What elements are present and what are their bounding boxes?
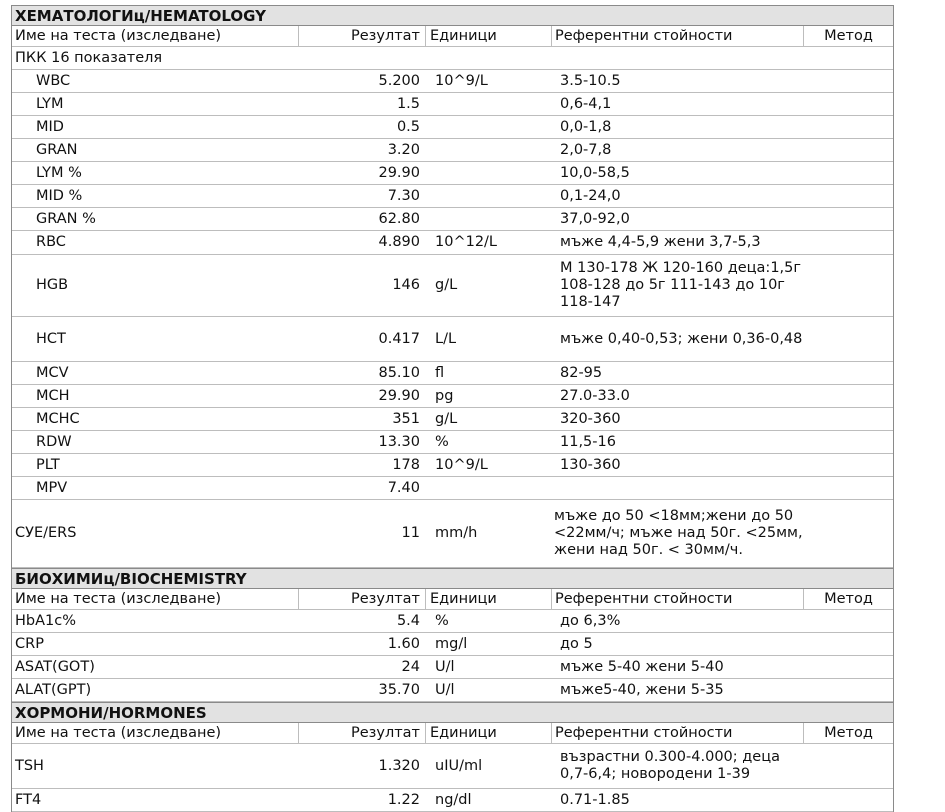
reference-cell: 320-360	[560, 410, 621, 427]
section-title-hematology: ХЕМАТОЛОГИц/HEMATOLOGY	[12, 5, 893, 26]
reference-cell: 11,5-16	[560, 433, 616, 450]
table-row	[12, 633, 893, 656]
result-cell: 1.60	[387, 635, 420, 652]
units-cell: 10^12/L	[435, 234, 498, 250]
test-name-cell: HGB	[36, 277, 69, 293]
test-name-cell: MCHC	[36, 410, 80, 427]
hormones-rows	[12, 744, 893, 812]
reference-cell: 27.0-33.0	[560, 387, 630, 404]
result-cell: 5.200	[378, 72, 420, 89]
result-cell: 13.30	[378, 433, 420, 450]
reference-cell: възрастни 0.300-4.000; деца 0,7-6,4; новородени 1-39	[560, 749, 780, 782]
table-row	[12, 656, 893, 679]
header-reference: Референтни стойности	[551, 26, 803, 46]
units-cell: mm/h	[435, 525, 478, 541]
test-name-cell: СУЕ/ERS	[15, 525, 77, 541]
table-row	[12, 477, 893, 500]
test-name-cell: HCT	[36, 330, 66, 347]
header-units: Единици	[425, 589, 551, 609]
result-cell: 29.90	[378, 164, 420, 181]
result-cell: 5.4	[396, 612, 420, 629]
table-row	[12, 610, 893, 633]
result-cell: 24	[401, 658, 420, 675]
header-result: Резултат	[298, 589, 425, 609]
result-cell: 1.320	[378, 757, 420, 774]
test-name-cell: ALAT(GPT)	[15, 681, 92, 698]
reference-cell: 0,1-24,0	[560, 187, 621, 204]
units-cell: 10^9/L	[435, 456, 488, 473]
result-cell: 11	[401, 525, 420, 541]
header-result: Резултат	[298, 723, 425, 743]
table-row	[12, 679, 893, 702]
header-units: Единици	[425, 723, 551, 743]
reference-cell: мъже 5-40 жени 5-40	[560, 658, 724, 675]
table-row	[12, 208, 893, 231]
table-row	[12, 162, 893, 185]
header-units: Единици	[425, 26, 551, 46]
result-cell: 35.70	[378, 681, 420, 698]
units-cell: fl	[435, 364, 445, 381]
reference-cell: мъже5-40, жени 5-35	[560, 681, 724, 698]
reference-cell: 3.5-10.5	[560, 72, 621, 89]
header-method: Метод	[803, 589, 893, 609]
table-row	[12, 93, 893, 116]
result-cell: 4.890	[378, 234, 420, 250]
test-name-cell: LYM %	[36, 164, 82, 181]
table-row	[12, 500, 893, 568]
test-name-cell: RBC	[36, 234, 66, 250]
table-row	[12, 231, 893, 255]
result-cell: 178	[392, 456, 420, 473]
units-cell: mg/l	[435, 635, 468, 652]
test-name-cell: FT4	[15, 791, 42, 808]
units-cell: ng/dl	[435, 791, 472, 808]
table-row	[12, 454, 893, 477]
units-cell: 10^9/L	[435, 72, 488, 89]
units-cell: uIU/ml	[435, 757, 483, 774]
result-cell: 146	[392, 277, 420, 293]
units-cell: g/L	[435, 410, 458, 427]
reference-cell: 0.71-1.85	[560, 791, 630, 808]
test-name-cell: ASAT(GOT)	[15, 658, 95, 675]
units-cell: L/L	[435, 330, 457, 347]
column-header-row	[12, 26, 893, 47]
section-title-biochemistry: БИОХИМИц/BIOCHEMISTRY	[12, 568, 893, 589]
reference-cell: 10,0-58,5	[560, 164, 630, 181]
reference-cell: 2,0-7,8	[560, 141, 612, 158]
hematology-rows	[12, 70, 893, 568]
test-name-cell: GRAN	[36, 141, 78, 158]
test-name-cell: HbA1c%	[15, 612, 77, 629]
result-cell: 62.80	[378, 210, 420, 227]
table-row	[12, 139, 893, 162]
test-name-cell: TSH	[15, 757, 44, 774]
header-test-name: Име на теста (изследване)	[15, 27, 222, 44]
reference-cell: до 6,3%	[560, 612, 621, 629]
reference-cell: 0,0-1,8	[560, 118, 612, 135]
table-row	[12, 255, 893, 317]
reference-cell: М 130-178 Ж 120-160 деца:1,5г 108-128 до 5г 111-143 до 10г 118-147	[560, 260, 801, 310]
result-cell: 7.40	[387, 479, 420, 496]
header-test-name: Име на теста (изследване)	[15, 724, 222, 741]
header-reference: Референтни стойности	[551, 589, 803, 609]
column-header-row	[12, 723, 893, 744]
biochemistry-rows	[12, 610, 893, 702]
column-header-row	[12, 589, 893, 610]
section-title-hormones: ХОРМОНИ/HORMONES	[12, 702, 893, 723]
table-row	[12, 408, 893, 431]
result-cell: 85.10	[378, 364, 420, 381]
result-cell: 0.5	[396, 118, 420, 135]
test-name-cell: PLT	[36, 456, 60, 473]
table-row	[12, 362, 893, 385]
result-cell: 1.22	[387, 791, 420, 808]
header-reference: Референтни стойности	[551, 723, 803, 743]
reference-cell: до 5	[560, 635, 593, 652]
test-name-cell: LYM	[36, 95, 64, 112]
test-name-cell: GRAN %	[36, 210, 96, 227]
table-row	[12, 431, 893, 454]
units-cell: U/l	[435, 658, 455, 675]
reference-cell: 37,0-92,0	[560, 210, 630, 227]
group-label: ПКК 16 показателя	[15, 49, 163, 66]
test-name-cell: MPV	[36, 479, 68, 496]
table-row	[12, 789, 893, 812]
result-cell: 0.417	[378, 330, 420, 347]
test-name-cell: WBC	[36, 72, 71, 89]
units-cell: %	[435, 433, 449, 450]
units-cell: pg	[435, 387, 454, 404]
header-method: Метод	[803, 723, 893, 743]
test-name-cell: MCH	[36, 387, 70, 404]
reference-cell: 130-360	[560, 456, 621, 473]
result-cell: 1.5	[396, 95, 420, 112]
reference-cell: мъже 4,4-5,9 жени 3,7-5,3	[560, 234, 761, 250]
table-row	[12, 70, 893, 93]
test-name-cell: MID	[36, 118, 64, 135]
reference-cell: мъже до 50 <18мм;жени до 50 <22мм/ч; мъже над 50г. <25мм, жени над 50г. < 30мм/ч.	[554, 508, 803, 558]
result-cell: 3.20	[387, 141, 420, 158]
group-row-cbc	[12, 47, 893, 70]
reference-cell: 82-95	[560, 364, 603, 381]
table-row	[12, 116, 893, 139]
header-method: Метод	[803, 26, 893, 46]
units-cell: %	[435, 612, 449, 629]
result-cell: 29.90	[378, 387, 420, 404]
table-row	[12, 744, 893, 789]
header-result: Резултат	[298, 26, 425, 46]
reference-cell: 0,6-4,1	[560, 95, 612, 112]
result-cell: 351	[392, 410, 420, 427]
reference-cell: мъже 0,40-0,53; жени 0,36-0,48	[560, 330, 803, 347]
result-cell: 7.30	[387, 187, 420, 204]
header-test-name: Име на теста (изследване)	[15, 590, 222, 607]
table-row	[12, 185, 893, 208]
test-name-cell: MID %	[36, 187, 83, 204]
units-cell: U/l	[435, 681, 455, 698]
test-name-cell: RDW	[36, 433, 72, 450]
units-cell: g/L	[435, 277, 458, 293]
table-row	[12, 385, 893, 408]
lab-results-sheet	[11, 5, 894, 812]
test-name-cell: MCV	[36, 364, 69, 381]
test-name-cell: CRP	[15, 635, 44, 652]
table-row	[12, 317, 893, 362]
